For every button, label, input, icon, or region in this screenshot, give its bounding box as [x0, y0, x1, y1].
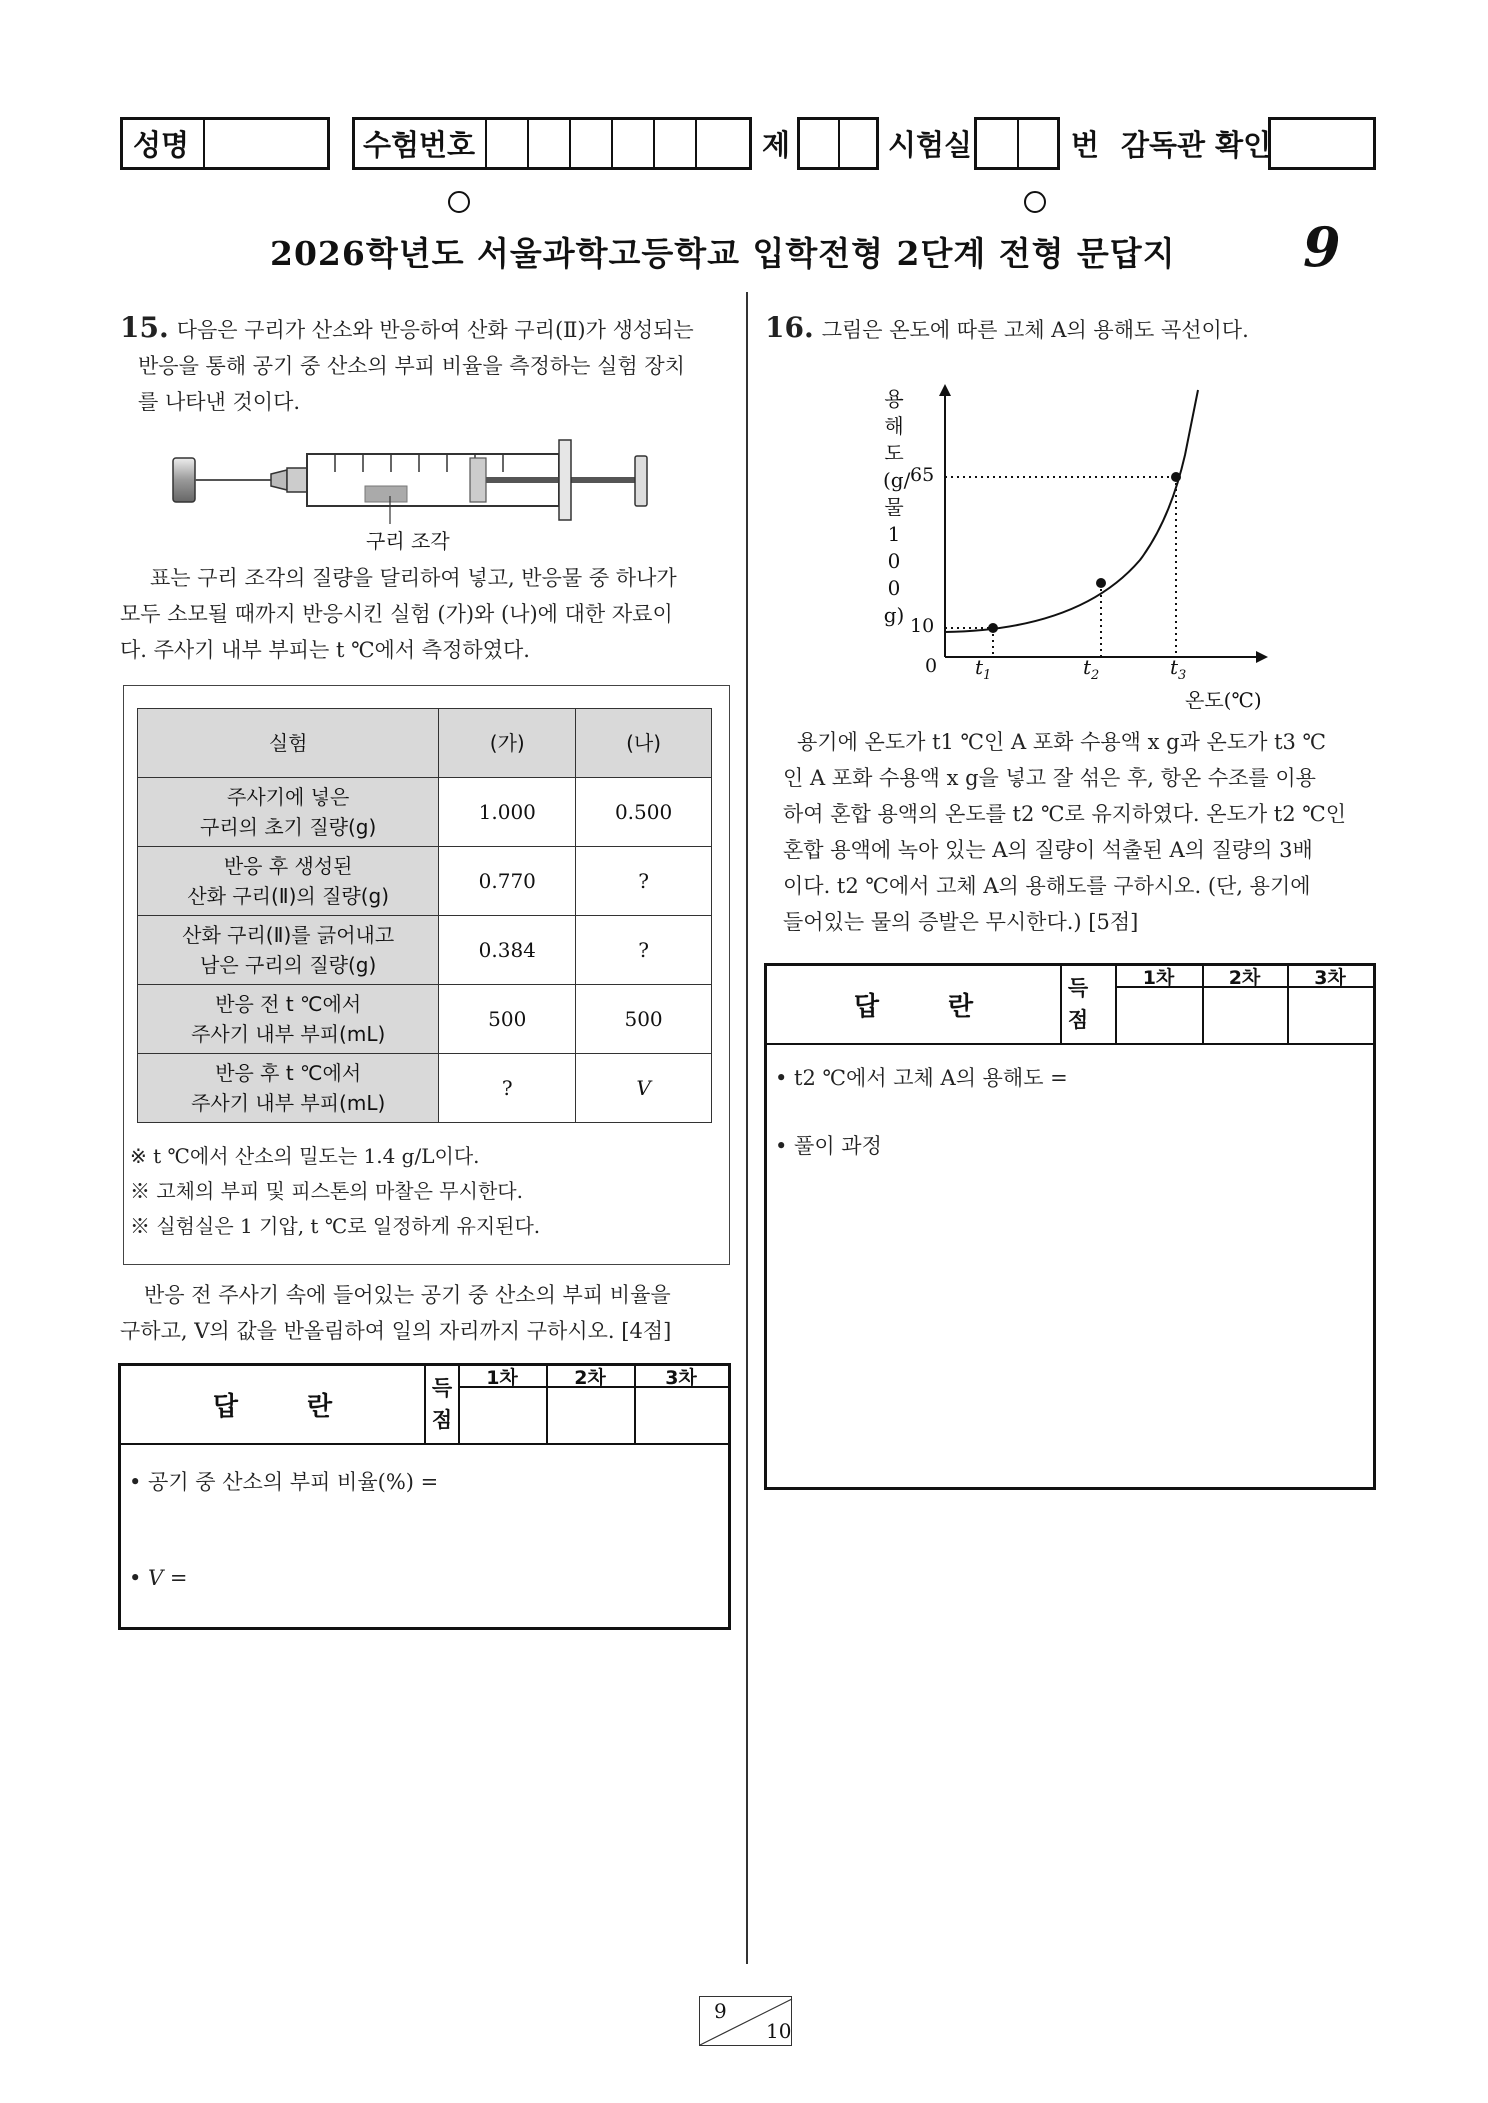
answer-solubility[interactable]: • t2 ℃에서 고체 A의 용해도 =	[775, 1066, 1068, 1090]
round-label: 3차	[1314, 967, 1346, 989]
round-label: 3차	[665, 1367, 697, 1389]
answer-v[interactable]: • V =	[129, 1566, 188, 1590]
round-label: 2차	[1228, 967, 1261, 989]
exam-number-box	[352, 117, 752, 170]
note-friction: ※ 고체의 부피 및 피스톤의 마찰은 무시한다.	[130, 1179, 523, 1203]
je-label: 제	[762, 128, 791, 162]
table-cell: 0.770	[439, 847, 576, 916]
copper-piece-label: 구리 조각	[366, 529, 450, 553]
supervisor-sign-box[interactable]	[1268, 117, 1376, 170]
x-tick-t1: $t_1$	[975, 655, 992, 683]
row-label: 주사기에 넣은 구리의 초기 질량(g)	[138, 778, 439, 847]
x-axis-label: 온도(℃)	[1185, 688, 1262, 712]
table-cell: 500	[576, 985, 712, 1054]
exam-digit-cell[interactable]	[527, 120, 529, 167]
row-label: 반응 후 t ℃에서 주사기 내부 부피(mL)	[138, 1054, 439, 1123]
table-header: 실험	[138, 709, 439, 778]
q16-answer-box[interactable]	[764, 963, 1376, 1490]
name-label: 성명	[133, 128, 190, 162]
table-row	[138, 985, 712, 1054]
q15-question: 반응 전 주사기 속에 들어있는 공기 중 산소의 부피 비율을 구하고, V의 값을 반올림하여 일의 자리까지 구하시오. [4점]	[120, 1283, 672, 1343]
q16-description: 용기에 온도가 t1 ℃인 A 포화 수용액 x g과 온도가 t3 ℃ 인 A 포화 수용액 x g을 넣고 잘 섞은 후, 항온 수조를 이용 하여 혼합 용액의 온도를 t2 ℃로 유지하였다. 온도가 t2 ℃인 혼합 용액에 녹아 있는 A의 질량이 석출된 A의 질량의 3배 이다. t2 ℃에서 고체 A의 용해도를 구하시오. (단, 용기에 들어있는 물의 증발은 무시한다.) [5점]	[783, 730, 1347, 934]
exam-digit-cell[interactable]	[611, 120, 613, 167]
q15-intro: 15. 다음은 구리가 산소와 반응하여 산화 구리(Ⅱ)가 생성되는 반응을 통해 공기 중 산소의 부피 비율을 측정하는 실험 장치 를 나타낸 것이다.	[120, 311, 694, 414]
row-label: 반응 전 t ℃에서 주사기 내부 부피(mL)	[138, 985, 439, 1054]
solubility-ylabel: 용해도(g/물 100 g)	[883, 387, 911, 627]
data-point-t3	[1171, 472, 1181, 482]
q16-intro: 16. 그림은 온도에 따른 고체 A의 용해도 곡선이다.	[765, 311, 1249, 344]
table-row	[138, 916, 712, 985]
score-label: 득점	[1067, 976, 1089, 1032]
x-tick-t3: $t_3$	[1170, 655, 1187, 683]
table-header: (나)	[576, 709, 712, 778]
table-cell: 1.000	[439, 778, 576, 847]
data-point-t1	[988, 623, 998, 633]
exam-number-label: 수험번호	[363, 128, 476, 162]
note-conditions: ※ 실험실은 1 기압, t ℃로 일정하게 유지된다.	[130, 1214, 541, 1238]
room-number-box	[974, 117, 1060, 170]
footer-total-pages: 10	[766, 2019, 792, 2043]
answer-head: 답 란	[212, 1392, 363, 1422]
score-label: 득점	[431, 1376, 453, 1432]
table-row	[138, 1054, 712, 1123]
exam-digit-cell[interactable]	[569, 120, 571, 167]
exam-digit-cell[interactable]	[485, 120, 487, 167]
exam-digit-cell[interactable]	[695, 120, 697, 167]
data-point-t2	[1096, 578, 1106, 588]
table-cell: 0.500	[576, 778, 712, 847]
table-row	[138, 847, 712, 916]
q16-number: 16.	[765, 311, 814, 344]
y-tick-10: 10	[910, 615, 935, 637]
beon-label: 번	[1071, 128, 1100, 162]
experiment-table	[137, 708, 712, 1123]
round-label: 1차	[486, 1367, 518, 1389]
footer-current-page: 9	[714, 1999, 727, 2023]
round-label: 1차	[1142, 967, 1175, 989]
page-number: 9	[1303, 215, 1341, 279]
row-label: 산화 구리(Ⅱ)를 긁어내고 남은 구리의 질량(g)	[138, 916, 439, 985]
page-footer	[699, 1996, 792, 2046]
table-row	[138, 709, 712, 778]
table-cell: ?	[576, 916, 712, 985]
table-cell: 0.384	[439, 916, 576, 985]
answer-oxygen-ratio[interactable]: • 공기 중 산소의 부피 비율(%) =	[129, 1470, 439, 1494]
q15-number: 15.	[120, 311, 169, 344]
registration-circle	[1024, 191, 1046, 213]
registration-circle	[448, 191, 470, 213]
origin-label: 0	[925, 655, 938, 677]
q15-description: 표는 구리 조각의 질량을 달리하여 넣고, 반응물 중 하나가 모두 소모될 때까지 반응시킨 실험 (가)와 (나)에 대한 자료이 다. 주사기 내부 부피는 t ℃에서 측정하였다.	[120, 566, 677, 662]
y-tick-65: 65	[910, 464, 935, 486]
table-cell: ?	[576, 847, 712, 916]
solubility-curve	[945, 390, 1198, 632]
solubility-graph	[900, 380, 1280, 700]
table-row	[138, 778, 712, 847]
je-number-box	[797, 117, 879, 170]
page-title: 2026학년도 서울과학고등학교 입학전형 2단계 전형 문답지	[270, 234, 1176, 273]
table-cell: ?	[439, 1054, 576, 1123]
name-box	[120, 117, 330, 170]
note-oxygen-density: ※ t ℃에서 산소의 밀도는 1.4 g/L이다.	[130, 1144, 480, 1168]
table-cell: 500	[439, 985, 576, 1054]
column-divider	[746, 292, 748, 1964]
table-cell: V	[576, 1054, 712, 1123]
answer-solution-process[interactable]: • 풀이 과정	[775, 1134, 882, 1158]
exam-digit-cell[interactable]	[653, 120, 655, 167]
row-label: 반응 후 생성된 산화 구리(Ⅱ)의 질량(g)	[138, 847, 439, 916]
round-label: 2차	[574, 1367, 606, 1389]
q15-answer-box[interactable]	[118, 1363, 731, 1630]
answer-head: 답 란	[853, 992, 1004, 1022]
room-label: 시험실	[888, 128, 973, 162]
table-header: (가)	[439, 709, 576, 778]
supervisor-label: 감독관 확인	[1121, 128, 1272, 162]
x-tick-t2: $t_2$	[1083, 655, 1100, 683]
